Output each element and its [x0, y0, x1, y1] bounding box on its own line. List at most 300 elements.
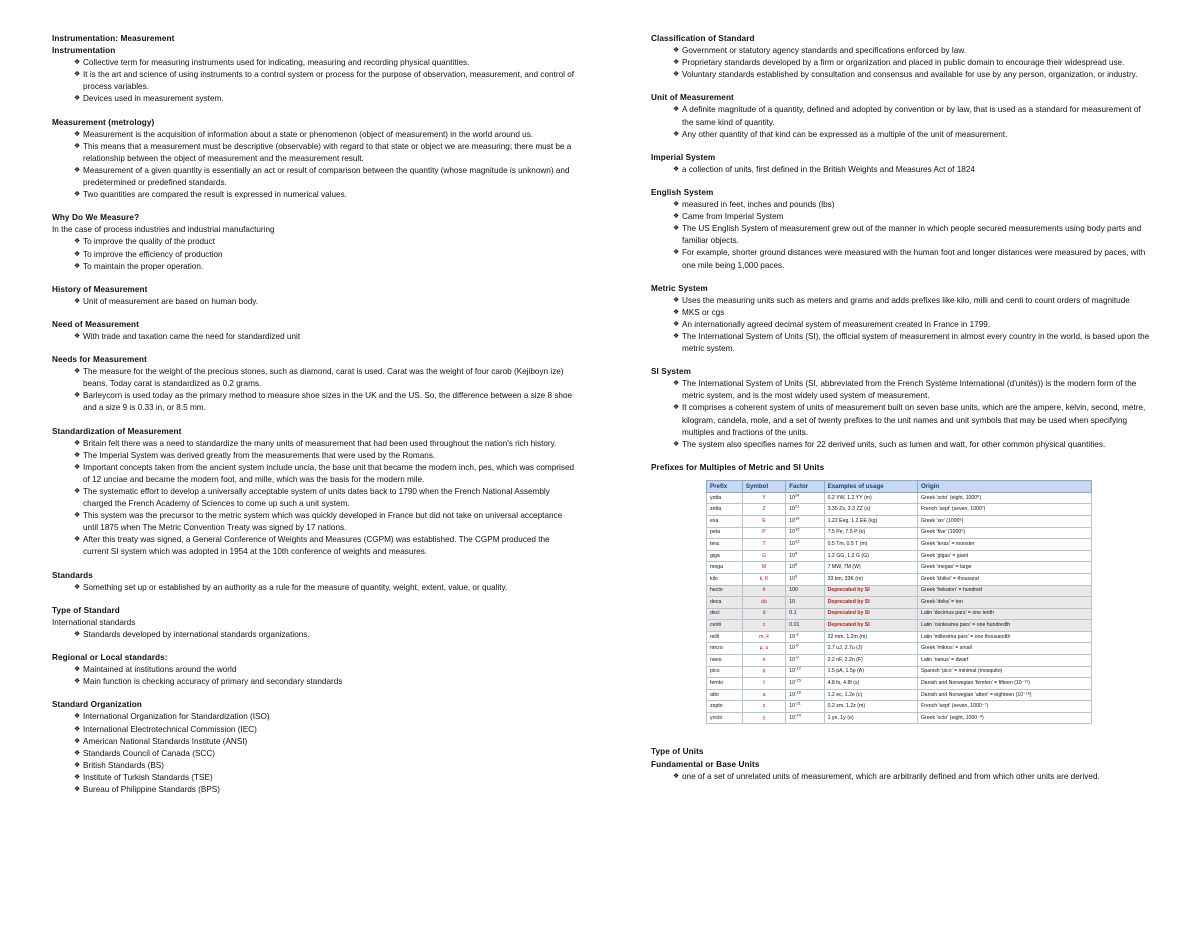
cell-factor	[786, 608, 824, 620]
cell-prefix	[707, 678, 743, 690]
cell-example-text: 0.5 Tm, 0.5 T (m)	[827, 541, 868, 547]
cell-example-text: 3.35 Zs, 3.3 ZZ (s)	[827, 506, 871, 513]
cell-prefix-text: peta	[710, 529, 721, 536]
list-item: ❖ Institute of Turkish Standards (TSE)	[74, 772, 577, 784]
cell-prefix	[707, 562, 743, 574]
section-standardization	[52, 426, 577, 559]
cell-factor	[786, 643, 824, 655]
section-heading: Imperial System	[651, 152, 716, 162]
cell-symbol-text: z	[762, 703, 766, 710]
prefix-table	[706, 480, 1092, 725]
bullet-list	[651, 771, 1151, 783]
list-item: ❖ Bureau of Philippine Standards (BPS)	[74, 784, 577, 796]
list-item: ❖ one of a set of unrelated units of measurement, which are arbitrarily defined and from which other units are derived.	[673, 771, 1151, 783]
cell-example-text: 0.2 zm, 1.2z (m)	[827, 703, 866, 710]
section-heading: Standard Organization	[52, 700, 142, 710]
cell-factor	[786, 701, 824, 713]
factor-exponent: 24	[795, 492, 800, 497]
section-heading: Prefixes for Multiples of Metric and SI Units	[651, 462, 825, 472]
cell-prefix-text: pico	[710, 668, 720, 675]
section-heading: Type of Units	[651, 747, 704, 757]
cell-prefix-text: yocto	[710, 714, 723, 721]
cell-prefix-text: exa	[710, 517, 719, 524]
list-item: ❖ A definite magnitude of a quantity, defined and adopted by convention or by law, that is used as a standard for measurement of the same kind of quantity.	[673, 104, 1151, 128]
list-item: ❖ It is the art and science of using instruments to a control system or process for the purpose of observation, measurement, and control of process variables.	[74, 69, 577, 93]
list-item: ❖ Barleycorn is used today as the primary method to measure shoe sizes in the UK and the US. So, the difference between a size 8 shoe and a size 9 is 0.33 in, or 8.5 mm.	[74, 390, 577, 414]
factor-base: 0.1	[789, 610, 797, 617]
cell-symbol	[742, 516, 785, 528]
cell-factor	[786, 539, 824, 551]
cell-origin	[917, 631, 1091, 643]
list-item: ❖ The systematic effort to develop a universally acceptable system of units dates back to 1790 when the French National Assembly charged the French Academy of Sciences to come up such a unit system.	[74, 486, 577, 510]
cell-origin-text: Greek 'octo' (eight, 1000⁻⁸)	[920, 714, 984, 721]
cell-example-text: Deprecated by SI	[827, 598, 870, 605]
list-item: ❖ With trade and taxation came the need for standardized unit	[74, 331, 577, 343]
bullet-list	[651, 378, 1151, 451]
table-row	[707, 516, 1092, 528]
bullet-list	[52, 366, 577, 414]
cell-prefix-text: micro	[710, 645, 723, 652]
table-row	[707, 666, 1092, 678]
section-instrumentation	[52, 33, 577, 106]
cell-origin-text: Greek 'mikros' = small	[920, 645, 972, 652]
table-row	[707, 643, 1092, 655]
cell-symbol	[742, 678, 785, 690]
table-row	[707, 701, 1092, 713]
cell-prefix	[707, 585, 743, 597]
cell-symbol-text: h	[762, 587, 766, 594]
list-item: ❖ The International System of Units (SI, abbreviated from the French Système International (d'unités)) is the modern form of the metric system, and is the most widely used system of measurement.	[673, 378, 1151, 402]
cell-example-text: 1 ye, 1y (e)	[827, 714, 854, 721]
list-item: ❖ a collection of units, first defined in the British Weights and Measures Act of 1824	[673, 164, 1151, 176]
bullet-list	[52, 331, 577, 343]
cell-factor	[786, 573, 824, 585]
cell-example-text: 33 km, 33K (m)	[827, 575, 864, 582]
cell-symbol-text: Z	[762, 506, 766, 513]
factor-base: 10	[789, 552, 796, 559]
bullet-list	[52, 629, 577, 641]
list-item: ❖ Two quantities are compared the result is expressed in numerical values.	[74, 189, 577, 201]
cell-symbol-text: G	[762, 552, 767, 559]
cell-origin-text: Greek 'teras' = monster	[920, 541, 975, 547]
cell-prefix-text: zepto	[710, 703, 723, 710]
section-subheading: International standards	[52, 617, 136, 627]
factor-base: 0.01	[789, 622, 800, 629]
list-item: ❖ Important concepts taken from the ancient system include uncia, the base unit that became the modern inch, pes, which was comprised of 12 unciae and became the modern foot, and mille, which was the basis for the modern mile.	[74, 462, 577, 486]
table-row	[707, 492, 1092, 504]
factor-base: 10	[789, 714, 796, 721]
cell-prefix	[707, 492, 743, 504]
table-header-row	[707, 480, 1092, 492]
table-row	[707, 562, 1092, 574]
cell-example-text: Deprecated by SI	[827, 587, 870, 594]
cell-origin	[917, 585, 1091, 597]
cell-prefix	[707, 666, 743, 678]
factor-base: 100	[789, 587, 798, 594]
table-row	[707, 504, 1092, 516]
section-history	[52, 284, 577, 308]
cell-example-text: 1.2 ec, 1.2e (c)	[827, 691, 863, 698]
cell-symbol	[742, 666, 785, 678]
table-row	[707, 539, 1092, 551]
bullet-list	[651, 164, 1151, 176]
bullet-list	[52, 664, 577, 688]
column-header: Symbol	[742, 480, 785, 492]
factor-exponent: -15	[795, 677, 801, 683]
cell-origin-text: Latin 'nanus' = dwarf	[920, 656, 969, 663]
cell-origin	[917, 550, 1091, 562]
cell-example	[824, 666, 917, 678]
cell-origin	[917, 712, 1091, 724]
cell-symbol-text: k, K	[759, 575, 769, 582]
list-item: ❖ It comprises a coherent system of units of measurement built on seven base units, which are the ampere, kelvin, second, metre, kilogram, candela, mole, and a set of twenty prefixes to the unit names and unit symbols that may be used when specifying multiples and fractions of the units.	[673, 402, 1151, 438]
section-heading: Regional or Local standards:	[52, 653, 168, 663]
factor-exponent: 3	[795, 573, 798, 578]
cell-symbol	[742, 585, 785, 597]
cell-prefix	[707, 597, 743, 609]
cell-symbol	[742, 573, 785, 585]
cell-origin-text: Greek 'deka' = ten	[920, 598, 963, 605]
cell-example-text: 7.5 Pe, 7.5 P (e)	[827, 529, 866, 536]
cell-example-text: Deprecated by SI	[827, 622, 870, 629]
section-heading: Measurement (metrology)	[52, 117, 155, 127]
section-imperial	[651, 152, 1151, 176]
column-header: Examples of usage	[824, 480, 917, 492]
section-subheading: Fundamental or Base Units	[651, 759, 760, 769]
cell-factor	[786, 631, 824, 643]
cell-origin	[917, 562, 1091, 574]
cell-symbol	[742, 539, 785, 551]
list-item: ❖ The US English System of measurement grew out of the manner in which people secured measurements using body parts and familiar objects.	[673, 223, 1151, 247]
list-item: ❖ Proprietary standards developed by a firm or organization and placed in public domain to encourage their widespread use.	[673, 57, 1151, 69]
section-why-measure	[52, 212, 577, 272]
cell-factor	[786, 562, 824, 574]
list-item: ❖ Something set up or established by an authority as a rule for the measure of quantity, weight, extent, value, or quality.	[74, 582, 577, 594]
bullet-list	[52, 438, 577, 559]
list-item: ❖ This means that a measurement must be descriptive (observable) with regard to that state or object we are measuring; there must be a relationship between the object of measurement and the measurement result.	[74, 141, 577, 165]
cell-prefix-text: hecto	[710, 587, 723, 594]
cell-prefix	[707, 620, 743, 632]
bullet-list	[651, 45, 1151, 81]
cell-symbol-text: p	[762, 668, 766, 675]
cell-factor	[786, 597, 824, 609]
cell-symbol-text: c	[762, 622, 766, 629]
section-heading: English System	[651, 187, 714, 197]
list-item: ❖ Standards Council of Canada (SCC)	[74, 748, 577, 760]
table-row	[707, 620, 1092, 632]
cell-factor	[786, 585, 824, 597]
cell-symbol-text: m, k	[759, 633, 769, 640]
bullet-list	[52, 711, 577, 796]
factor-base: 10	[789, 679, 796, 686]
cell-origin-text: Greek 'hekaton' = hundred	[920, 587, 982, 594]
column-header: Factor	[786, 480, 824, 492]
factor-exponent: 6	[795, 561, 798, 567]
cell-example	[824, 585, 917, 597]
factor-exponent: -3	[795, 631, 799, 636]
table-row	[707, 573, 1092, 585]
factor-base: 10	[789, 564, 796, 571]
factor-base: 10	[789, 633, 796, 640]
cell-symbol	[742, 701, 785, 713]
factor-base: 10	[789, 529, 796, 536]
cell-example-text: 4.8 fs, 4.8f (s)	[827, 679, 860, 686]
cell-example	[824, 620, 917, 632]
table-row	[707, 550, 1092, 562]
factor-base: 10	[789, 668, 796, 675]
cell-origin	[917, 678, 1091, 690]
cell-factor	[786, 620, 824, 632]
section-heading: Needs for Measurement	[52, 355, 147, 365]
table-row	[707, 712, 1092, 724]
section-prefixes	[651, 462, 1151, 725]
list-item: ❖ Came from Imperial System	[673, 211, 1151, 223]
section-heading: Metric System	[651, 283, 708, 293]
cell-factor	[786, 527, 824, 539]
table-row	[707, 678, 1092, 690]
list-item: ❖ For example, shorter ground distances were measured with the human foot and longer distances were measured by paces, with one mile being 1,000 paces.	[673, 247, 1151, 271]
cell-example	[824, 562, 917, 574]
list-item: ❖ Main function is checking accuracy of primary and secondary standards	[74, 676, 577, 688]
table-row	[707, 608, 1092, 620]
cell-symbol	[742, 631, 785, 643]
cell-prefix-text: giga	[710, 552, 720, 559]
cell-prefix	[707, 631, 743, 643]
column-header: Origin	[917, 480, 1091, 492]
list-item: ❖ Standards developed by international standards organizations.	[74, 629, 577, 641]
list-item: ❖ After this treaty was signed, a General Conference of Weights and Measures (CGPM) was established. The CGPM produced the current SI system which was adopted in 1954 at the 10th conference of weights and measures.	[74, 534, 577, 558]
cell-prefix-text: yotta	[710, 494, 722, 501]
cell-origin-text: Greek 'six' (1000⁶)	[920, 517, 964, 524]
section-heading: Why Do We Measure?	[52, 213, 140, 223]
cell-origin	[917, 655, 1091, 667]
cell-prefix-text: tera	[710, 541, 719, 547]
factor-base: 10	[789, 691, 796, 698]
cell-origin	[917, 573, 1091, 585]
cell-example	[824, 689, 917, 701]
cell-origin-text: Greek 'gigas' = giant	[920, 552, 969, 559]
list-item: ❖ British Standards (BS)	[74, 760, 577, 772]
factor-base: 10	[789, 575, 796, 582]
section-english	[651, 187, 1151, 272]
list-item: ❖ To improve the quality of the product	[74, 236, 577, 248]
cell-symbol-text: M	[761, 564, 767, 571]
cell-factor	[786, 550, 824, 562]
cell-symbol	[742, 597, 785, 609]
cell-origin-text: French 'sept' (seven, 1000⁷)	[920, 506, 986, 513]
cell-symbol	[742, 689, 785, 701]
cell-prefix-text: atto	[710, 691, 719, 698]
cell-symbol	[742, 712, 785, 724]
section-standards	[52, 570, 577, 594]
list-item: ❖ measured in feet, inches and pounds (lbs)	[673, 199, 1151, 211]
cell-prefix-text: centi	[710, 622, 721, 629]
section-si	[651, 366, 1151, 451]
section-heading: Standards	[52, 570, 93, 580]
factor-base: 10	[789, 517, 796, 524]
cell-prefix	[707, 573, 743, 585]
factor-exponent: -18	[795, 689, 801, 694]
cell-example	[824, 678, 917, 690]
cell-prefix-text: femto	[710, 679, 723, 686]
section-regional	[52, 652, 577, 688]
section-heading: Type of Standard	[52, 605, 120, 615]
list-item: ❖ Measurement is the acquisition of information about a state or phenomenon (object of measurement) in the world around us.	[74, 129, 577, 141]
cell-prefix-text: milli	[710, 633, 719, 640]
list-item: ❖ Any other quantity of that kind can be expressed as a multiple of the unit of measurement.	[673, 129, 1151, 141]
cell-origin-text: Greek 'megas' = large	[920, 564, 972, 571]
table-row	[707, 689, 1092, 701]
cell-example	[824, 539, 917, 551]
cell-factor	[786, 712, 824, 724]
factor-base: 10	[789, 598, 796, 605]
cell-prefix	[707, 608, 743, 620]
cell-symbol	[742, 550, 785, 562]
cell-example-text: 1.2 GG, 1.2 G (G)	[827, 552, 869, 559]
cell-symbol	[742, 643, 785, 655]
cell-symbol	[742, 620, 785, 632]
list-item: ❖ Britain felt there was a need to standardize the many units of measurement that had been used throughout the nation's rich history.	[74, 438, 577, 450]
list-item: ❖ American National Standards Institute (ANSI)	[74, 736, 577, 748]
list-item: ❖ Uses the measuring units such as meters and grams and adds prefixes like kilo, milli and centi to count orders of magnitude	[673, 295, 1151, 307]
cell-symbol	[742, 504, 785, 516]
factor-exponent: 15	[795, 527, 800, 532]
cell-prefix	[707, 516, 743, 528]
cell-example	[824, 701, 917, 713]
factor-base: 10	[789, 703, 796, 710]
factor-base: 10	[789, 541, 796, 547]
section-type-of-standard	[52, 605, 577, 641]
factor-exponent: 21	[795, 503, 800, 509]
cell-example-text: 2.2 nF, 2.2n (F)	[827, 656, 863, 663]
cell-example	[824, 631, 917, 643]
factor-base: 10	[789, 645, 796, 652]
cell-origin	[917, 689, 1091, 701]
factor-exponent: 18	[795, 515, 800, 521]
cell-symbol-text: y	[762, 714, 766, 721]
factor-exponent: -12	[795, 666, 801, 671]
cell-prefix-text: zetta	[710, 506, 722, 513]
section-heading: Standardization of Measurement	[52, 426, 182, 436]
table-row	[707, 527, 1092, 539]
cell-prefix	[707, 527, 743, 539]
list-item: ❖ MKS or cgs	[673, 307, 1151, 319]
cell-example-text: 0.2 YW, 1.2 YY (m)	[827, 494, 872, 501]
cell-symbol	[742, 492, 785, 504]
cell-factor	[786, 492, 824, 504]
bullet-list	[651, 104, 1151, 140]
cell-origin-text: French 'sept' (seven, 1000⁻⁷)	[920, 703, 989, 710]
cell-example	[824, 492, 917, 504]
cell-symbol-text: Y	[762, 494, 766, 501]
cell-origin-text: Latin 'centesima pars' = one hundredth	[920, 622, 1011, 629]
bullet-list	[52, 129, 577, 202]
factor-base: 10	[789, 494, 796, 501]
cell-symbol-text: T	[762, 541, 766, 547]
cell-origin	[917, 539, 1091, 551]
cell-symbol	[742, 562, 785, 574]
list-item: ❖ This system was the precursor to the metric system which was quickly developed in France but did not take on universal acceptance until 1875 when The Metric Convention Treaty was signed by 17 nations.	[74, 510, 577, 534]
section-heading: Classification of Standard	[651, 34, 755, 43]
cell-symbol-text: f	[763, 679, 765, 686]
column-header: Prefix	[707, 480, 743, 492]
list-item: ❖ The International System of Units (SI), the official system of measurement in almost every country in the world, is based upon the metric system.	[673, 331, 1151, 355]
section-standard-organization	[52, 699, 577, 796]
bullet-list	[52, 296, 577, 308]
cell-prefix	[707, 701, 743, 713]
section-measurement	[52, 117, 577, 202]
cell-factor	[786, 666, 824, 678]
bullet-list	[651, 295, 1151, 355]
cell-origin-text: Greek 'octo' (eight, 1000⁸)	[920, 494, 982, 501]
cell-example	[824, 573, 917, 585]
bullet-list	[52, 57, 577, 105]
cell-example	[824, 608, 917, 620]
cell-example	[824, 504, 917, 516]
list-item: ❖ The Imperial System was derived greatly from the measurements that were used by the Romans.	[74, 450, 577, 462]
list-item: ❖ Government or statutory agency standards and specifications enforced by law.	[673, 45, 1151, 57]
right-column	[651, 33, 1151, 794]
factor-base: 10	[789, 656, 796, 663]
cell-factor	[786, 655, 824, 667]
cell-origin-text: Greek 'khilioi' = thousand	[920, 575, 979, 582]
cell-symbol-text: da	[761, 598, 767, 605]
list-item: ❖ The system also specifies names for 22 derived units, such as lumen and watt, for other common physical quantities.	[673, 439, 1151, 451]
bullet-list	[52, 236, 577, 272]
cell-prefix	[707, 550, 743, 562]
cell-prefix-text: kilo	[710, 575, 718, 582]
section-subheading: In the case of process industries and industrial manufacturing	[52, 225, 275, 235]
list-item: ❖ Devices used in measurement system.	[74, 93, 577, 105]
cell-prefix-text: deca	[710, 598, 722, 605]
list-item: ❖ An internationally agreed decimal system of measurement created in France in 1799.	[673, 319, 1151, 331]
cell-symbol	[742, 527, 785, 539]
cell-factor	[786, 504, 824, 516]
section-heading: Unit of Measurement	[651, 93, 734, 103]
table-row	[707, 631, 1092, 643]
cell-example-text: 22 mm, 1.2m (m)	[827, 633, 868, 640]
table-row	[707, 585, 1092, 597]
cell-symbol	[742, 655, 785, 667]
cell-prefix	[707, 643, 743, 655]
cell-symbol-text: E	[762, 517, 766, 524]
document-title: Instrumentation: Measurement	[52, 34, 175, 43]
section-heading: SI System	[651, 367, 692, 377]
factor-exponent: -9	[795, 654, 799, 660]
cell-origin	[917, 516, 1091, 528]
section-need	[52, 319, 577, 343]
cell-example	[824, 655, 917, 667]
list-item: ❖ Voluntary standards established by consultation and consensus and available for use by any person, organization, or industry.	[673, 69, 1151, 81]
factor-exponent: 9	[795, 550, 798, 555]
cell-symbol-text: a	[762, 691, 766, 698]
cell-origin	[917, 620, 1091, 632]
bullet-list	[52, 582, 577, 594]
cell-symbol-text: n	[762, 656, 766, 663]
cell-origin	[917, 527, 1091, 539]
table-row	[707, 655, 1092, 667]
cell-origin-text: Latin 'decimus pars' = one tenth	[920, 610, 995, 617]
cell-symbol-text: P	[762, 529, 766, 536]
list-item: ❖ To improve the efficiency of production	[74, 249, 577, 261]
cell-example	[824, 550, 917, 562]
cell-origin	[917, 492, 1091, 504]
table-row	[707, 597, 1092, 609]
cell-origin-text: Greek 'five' (1000⁵)	[920, 529, 966, 536]
bullet-list	[651, 199, 1151, 272]
cell-example-text: 2.7 uJ, 2.7u (J)	[827, 645, 863, 652]
list-item: ❖ The measure for the weight of the precious stones, such as diamond, carat is used. Carat was the weight of four carob (Kejiboyn ize) beans. Today carat is standardized as 0.2 grams.	[74, 366, 577, 390]
